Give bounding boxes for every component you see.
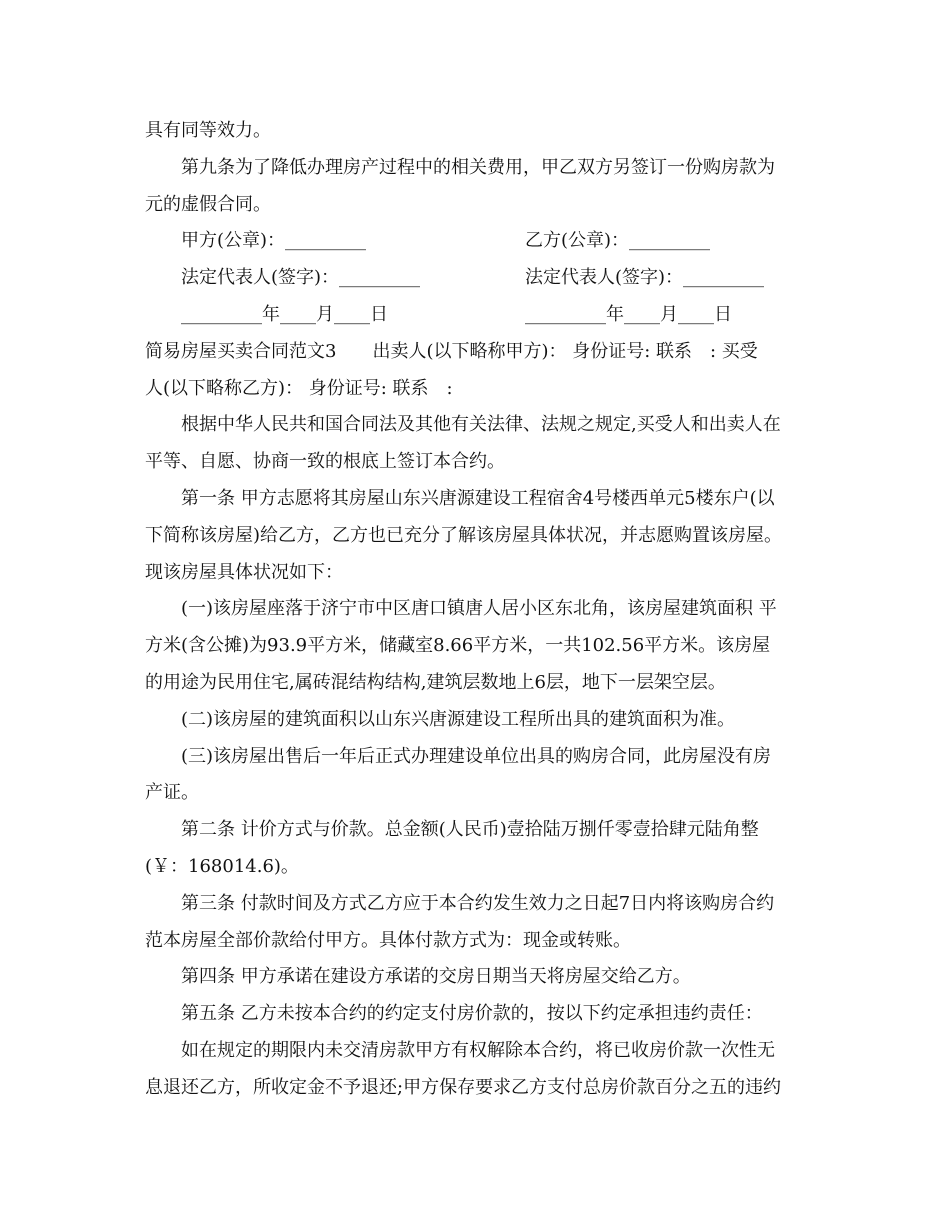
article-5-line: 第五条 乙方未按本合约的约定支付房价款的，按以下约定承担违约责任：	[181, 1003, 763, 1025]
text-line: 第九条为了降低办理房产过程中的相关费用，甲乙双方另签订一份购房款为	[181, 156, 775, 178]
signature-row-date	[145, 297, 810, 334]
text-line: 具有同等效力。	[145, 120, 271, 141]
party-a-date: _________年____月____日	[181, 303, 388, 325]
signature-row-representative	[145, 260, 810, 297]
signature-row-seal	[145, 223, 810, 260]
article-4-line: 第四条 甲方承诺在建设方承诺的交房日期当天将房屋交给乙方。	[181, 966, 691, 988]
party-b-seal: 乙方(公章)：_________	[525, 230, 711, 252]
text-line: 根据中华人民共和国合同法及其他有关法律、法规之规定,买受人和出卖人在	[181, 414, 781, 436]
text-line: 人(以下略称乙方)： 身份证号: 联系 :	[145, 377, 453, 399]
clause-2-line: (二)该房屋的建筑面积以山东兴唐源建设工程所出具的建筑面积为准。	[181, 708, 736, 730]
article-2-line: 第二条 计价方式与价款。总金额(人民币)壹拾陆万捌仟零壹拾肆元陆角整	[181, 819, 759, 841]
article-3-line: 第三条 付款时间及方式乙方应于本合约发生效力之日起7日内将该购房合约	[181, 892, 775, 914]
party-b-date: _________年____月____日	[525, 303, 732, 325]
clause-3-line: (三)该房屋出售后一年后正式办理建设单位出具的购房合同，此房屋没有房	[181, 745, 772, 767]
text-line: 息退还乙方，所收定金不予退还;甲方保存要求乙方支付总房价款百分之五的违约	[145, 1076, 782, 1098]
text-line: (￥：168014.6)。	[145, 855, 299, 877]
document-body	[145, 113, 810, 1107]
party-b-representative: 法定代表人(签字)：_________	[525, 267, 765, 289]
text-line: 元的虚假合同。	[145, 193, 271, 215]
text-line: 如在规定的期限内未交清房款甲方有权解除本合约，将已收房价款一次性无	[181, 1039, 775, 1061]
text-line: 产证。	[145, 782, 199, 804]
text-line: 范本房屋全部价款给付甲方。具体付款方式为：现金或转账。	[145, 929, 631, 951]
contract-heading-line: 简易房屋买卖合同范文3 出卖人(以下略称甲方)： 身份证号: 联系 : 买受	[145, 340, 758, 362]
party-a-representative: 法定代表人(签字)：_________	[181, 267, 421, 289]
text-line: 的用途为民用住宅,属砖混结构结构,建筑层数地上6层，地下一层架空层。	[145, 671, 726, 693]
text-line: 方米(含公摊)为93.9平方米，储藏室8.66平方米，一共102.56平方米。该房屋	[145, 635, 771, 657]
party-a-seal: 甲方(公章)：_________	[181, 230, 367, 252]
article-1-line: 第一条 甲方志愿将其房屋山东兴唐源建设工程宿舍4号楼西单元5楼东户(以	[181, 487, 775, 509]
text-line: 现该房屋具体状况如下：	[145, 561, 343, 583]
text-line: 平等、自愿、协商一致的根底上签订本合约。	[145, 451, 505, 473]
clause-1-line: (一)该房屋座落于济宁市中区唐口镇唐人居小区东北角，该房屋建筑面积 平	[181, 598, 777, 620]
text-line: 下简称该房屋)给乙方，乙方也已充分了解该房屋具体状况，并志愿购置该房屋。	[145, 524, 783, 546]
